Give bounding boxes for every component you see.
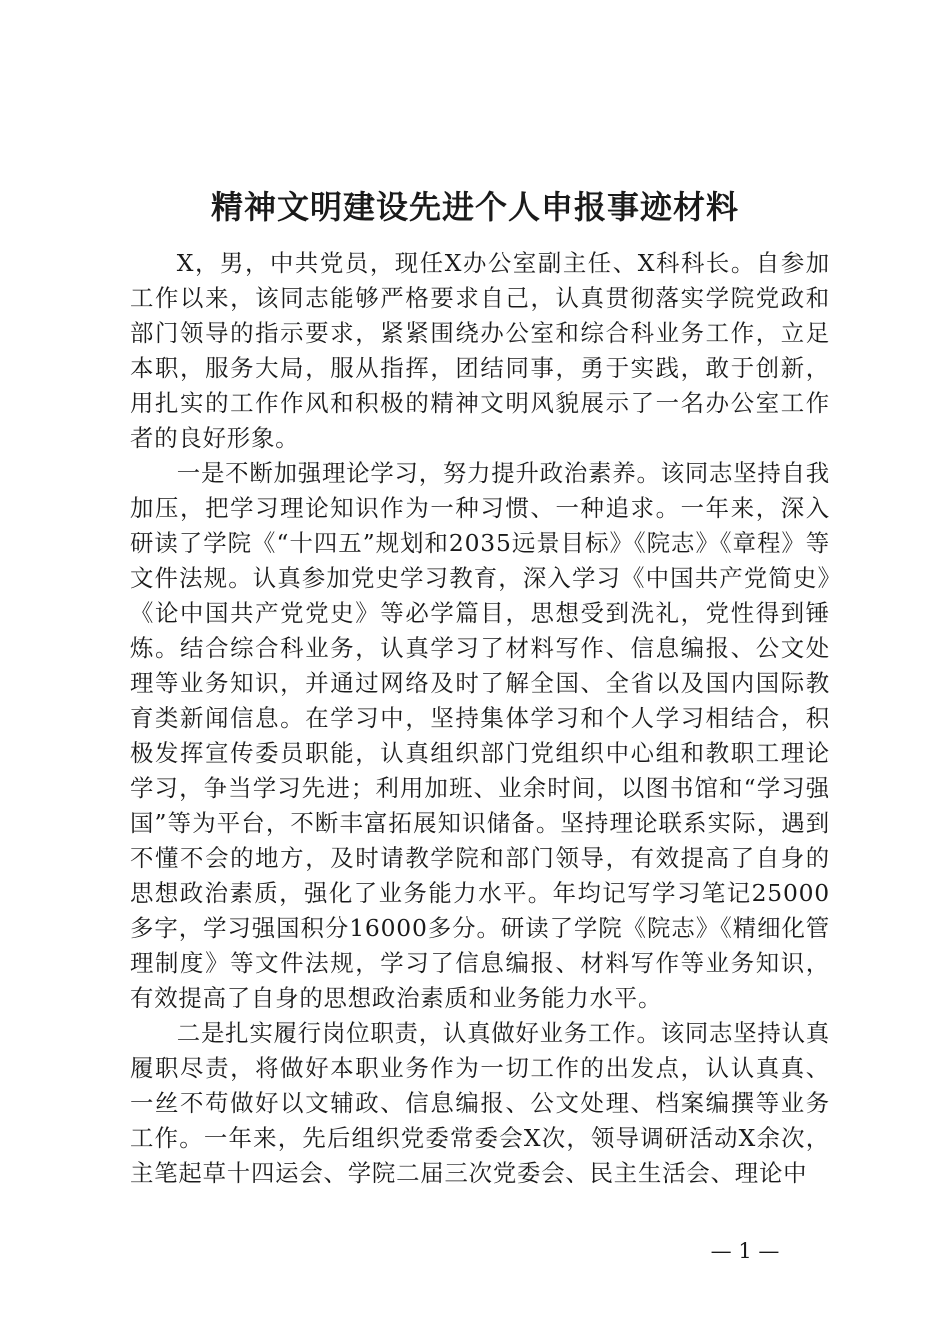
section-two-paragraph: 二是扎实履行岗位职责，认真做好业务工作。该同志坚持认真履职尽责，将做好本职业务作为一切工作的出发点，认认真真、一丝不苟做好以文辅政、信息编报、公文处理、档案编撰等业务工作。一年来，先后组织党委常委会X次，领导调研活动X余次，主笔起草十四运会、学院二届三次党委会、民主生活会、理论中 — [130, 1019, 830, 1187]
document-title: 精神文明建设先进个人申报事迹材料 — [210, 188, 739, 226]
document-body — [130, 246, 830, 1191]
page-number: — 1 — — [710, 1239, 780, 1263]
section-one-paragraph: 一是不断加强理论学习，努力提升政治素养。该同志坚持自我加压，把学习理论知识作为一种习惯、一种追求。一年来，深入研读了学院《“十四五”规划和2035远景目标》《院志》《章程》等文件法规。认真参加党史学习教育，深入学习《中国共产党简史》《论中国共产党党史》等必学篇目，思想受到洗礼，党性得到锤炼。结合综合科业务，认真学习了材料写作、信息编报、公文处理等业务知识，并通过网络及时了解全国、全省以及国内国际教育类新闻信息。在学习中，坚持集体学习和个人学习相结合，积极发挥宣传委员职能，认真组织部门党组织中心组和教职工理论学习，争当学习先进；利用加班、业余时间，以图书馆和“学习强国”等为平台，不断丰富拓展知识储备。坚持理论联系实际，遇到不懂不会的地方，及时请教学院和部门领导，有效提高了自身的思想政治素质，强化了业务能力水平。年均记写学习笔记25000多字，学习强国积分16000多分。研读了学院《院志》《精细化管理制度》等文件法规，学习了信息编报、材料写作等业务知识，有效提高了自身的思想政治素质和业务能力水平。 — [130, 459, 830, 1012]
intro-paragraph: X，男，中共党员，现任X办公室副主任、X科科长。自参加工作以来，该同志能够严格要求自己，认真贯彻落实学院党政和部门领导的指示要求，紧紧围绕办公室和综合科业务工作，立足本职，服务大局，服从指挥，团结同事，勇于实践，敢于创新，用扎实的工作作风和积极的精神文明风貌展示了一名办公室工作者的良好形象。 — [130, 249, 830, 452]
